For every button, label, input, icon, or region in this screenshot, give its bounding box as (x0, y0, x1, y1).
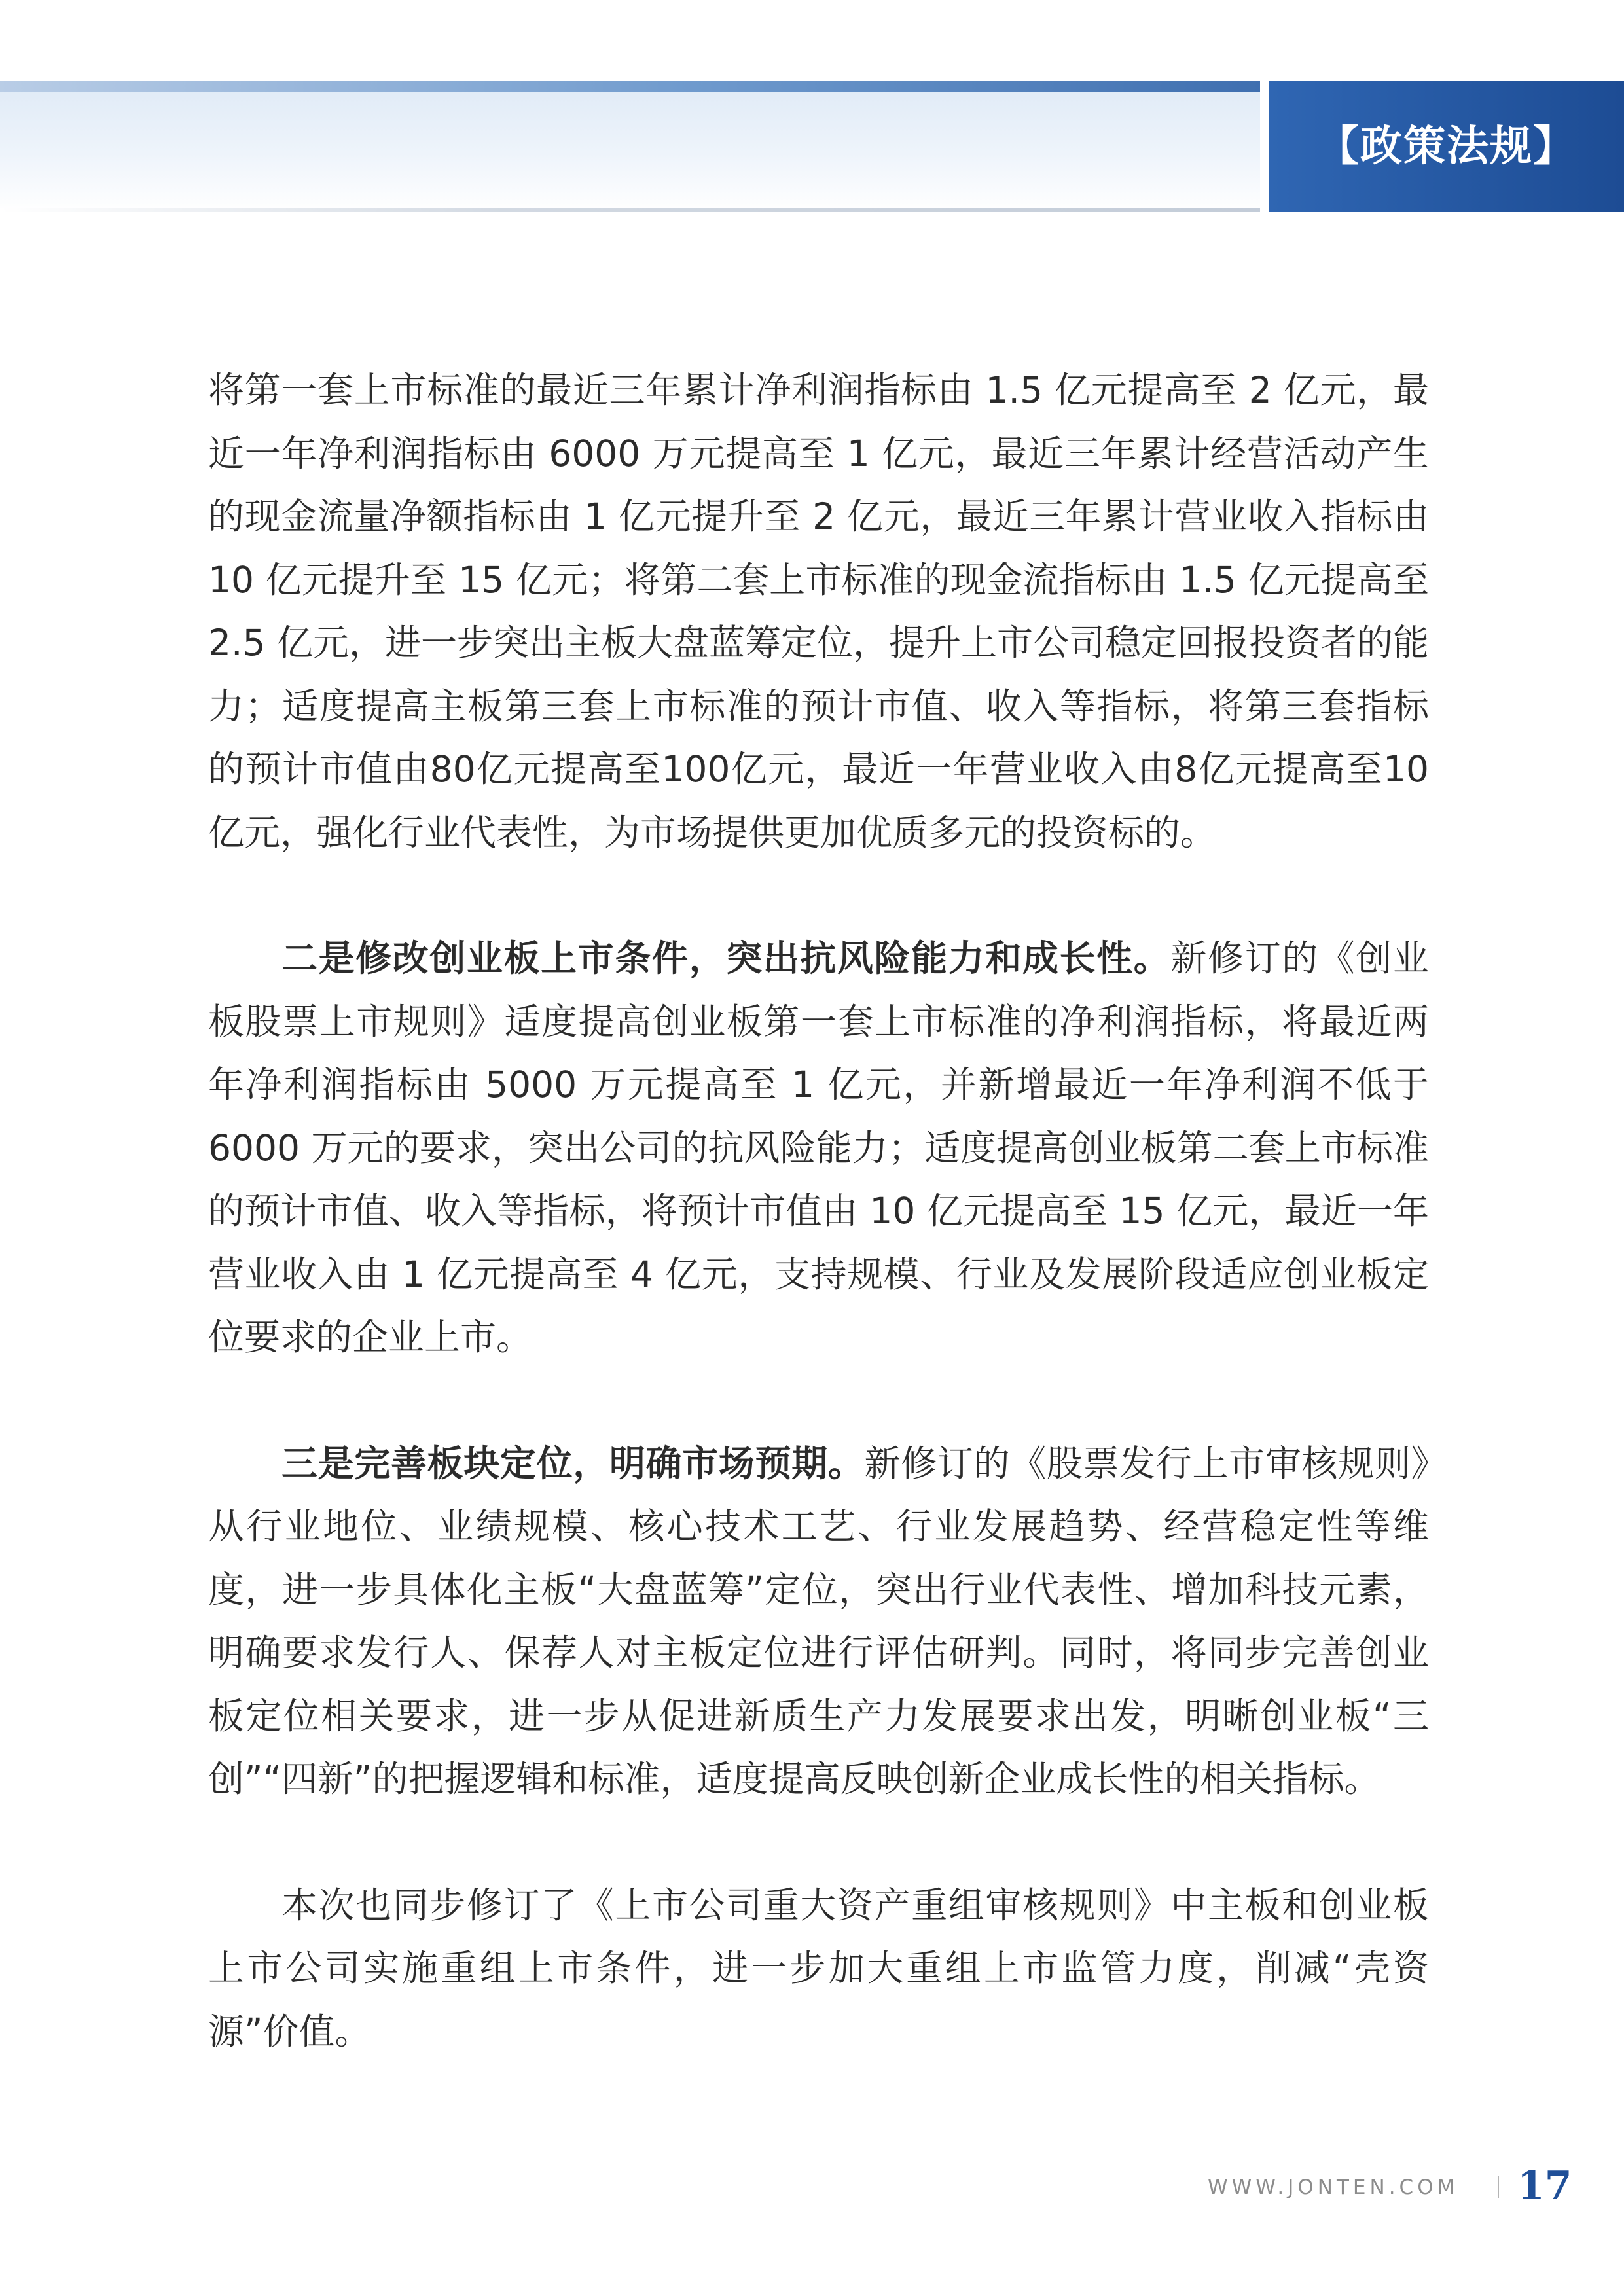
paragraph-main-board-standards (208, 359, 1429, 864)
header-bottom-rule (0, 208, 1260, 212)
page-number: 17 (1517, 2163, 1572, 2209)
paragraph-chinext-conditions (208, 927, 1429, 1369)
article-body (208, 359, 1429, 2063)
paragraph-text: 将第一套上市标准的最近三年累计净利润指标由 1.5 亿元提高至 2 亿元，最近一年净利润指标由 6000 万元提高至 1 亿元，最近三年累计经营活动产生的现金流量净额指标由 1 亿元提升至 2 亿元，最近三年累计营业收入指标由 10 亿元提升至 15 亿元；将第二套上市标准的现金流指标由 1.5 亿元提高至 2.5 亿元，进一步突出主板大盘蓝筹定位，提升上市公司稳定回报投资者的能力；适度提高主板第三套上市标准的预计市值、收入等指标，将第三套指标的预计市值由80亿元提高至100亿元，最近一年营业收入由8亿元提高至10亿元，强化行业代表性，为市场提供更加优质多元的投资标的。 (208, 369, 1429, 853)
paragraph-restructuring-rules (208, 1874, 1429, 2064)
paragraph-text: 新修订的《创业板股票上市规则》适度提高创业板第一套上市标准的净利润指标，将最近两年净利润指标由 5000 万元提高至 1 亿元，并新增最近一年净利润不低于 6000 万元的要求，突出公司的抗风险能力；适度提高创业板第二套上市标准的预计市值、收入等指标，将预计市值由 10 亿元提高至 15 亿元，最近一年营业收入由 1 亿元提高至 4 亿元，支持规模、行业及发展阶段适应创业板定位要求的企业上市。 (208, 937, 1429, 1358)
paragraph-text: 本次也同步修订了《上市公司重大资产重组审核规则》中主板和创业板上市公司实施重组上市条件，进一步加大重组上市监管力度，削减“壳资源”价值。 (208, 1884, 1429, 2053)
paragraph-text: 新修订的《股票发行上市审核规则》从行业地位、业绩规模、核心技术工艺、行业发展趋势、经营稳定性等维度，进一步具体化主板“大盘蓝筹”定位，突出行业代表性、增加科技元素，明确要求发行人、保荐人对主板定位进行评估研判。同时，将同步完善创业板定位相关要求，进一步从促进新质生产力发展要求出发，明晰创业板“三创”“四新”的把握逻辑和标准，适度提高反映创新企业成长性的相关指标。 (208, 1442, 1429, 1800)
paragraph-board-positioning (208, 1432, 1429, 1811)
paragraph-lead-heading: 二是修改创业板上市条件，突出抗风险能力和成长性。 (281, 937, 1171, 979)
paragraph-lead-heading: 三是完善板块定位，明确市场预期。 (281, 1442, 865, 1484)
header-divider (1260, 81, 1269, 212)
section-label: 【政策法规】 (1269, 81, 1624, 212)
header-accent-line (0, 81, 1260, 92)
footer-website: WWW.JONTEN.COM (1208, 2176, 1459, 2199)
header-band (0, 81, 1260, 212)
footer-divider (1498, 2176, 1499, 2198)
